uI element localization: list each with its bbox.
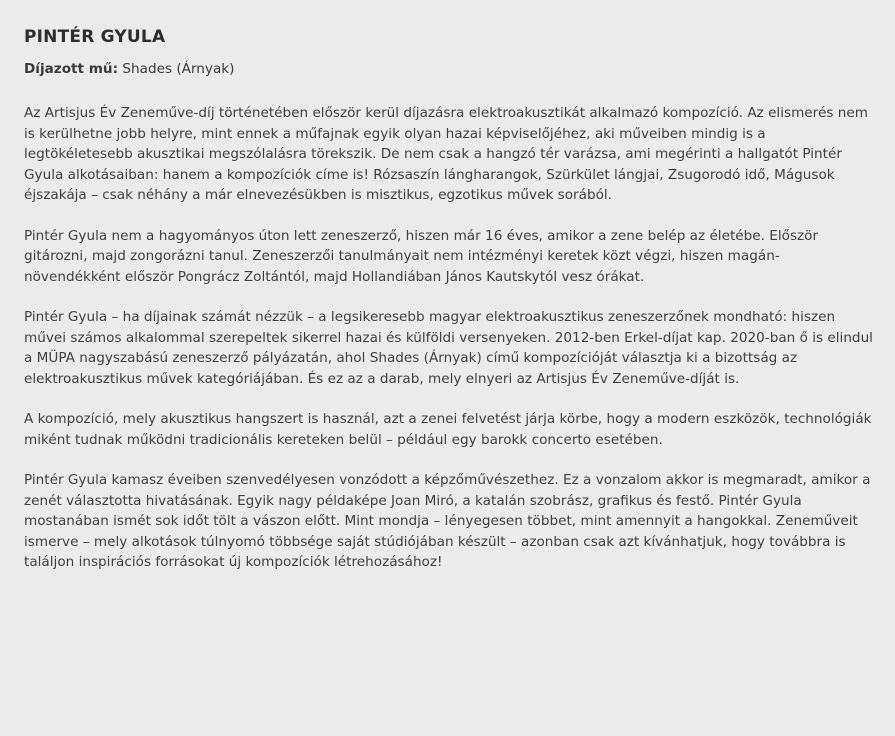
paragraph-5: Pintér Gyula kamasz éveiben szenvedélyesen vonzódott a képzőművészethez. Ez a vonzalom akkor is megmaradt, amikor a zenét választotta hivatásának. Egyik nagy példaképe Joan Miró, a katalán szobrász, grafikus és festő. Pintér Gyula mostanában ismét sok időt tölt a vászon előtt. Mint mondja – lényegesen többet, mint amennyit a hangokkal. Zeneműveit ismerve – mely alkotások túlnyomó többsége saját stúdiójában készült – azonban csak azt kívánhatjuk, hogy továbbra is találjon inspirációs forrásokat új kompozíciók létrehozásához!: [24, 472, 871, 570]
awarded-work-title: Shades (Árnyak): [122, 61, 235, 77]
paragraph-3: Pintér Gyula – ha díjainak számát nézzük – a legsikeresebb magyar elektroakusztikus zeneszerzőnek mondható: hiszen művei számos alkalommal szerepeltek sikerrel hazai és külföldi versenyeken. 2012-ben Erkel-díjat kap. 2020-ban ő is elindul a MÜPA nagyszabású zeneszerző pályázatán, ahol Shades (Árnyak) című kompozícióját választja ki a bizottság az elektroakusztikus művek kategóriájában. És ez az a darab, mely elnyeri az Artisjus Év Zeneműve-díját is.: [24, 309, 873, 387]
composer-name: PINTÉR GYULA: [24, 27, 166, 47]
article: [24, 0, 876, 573]
awarded-work-label: Díjazott mű:: [24, 61, 119, 77]
awarded-work: [24, 60, 876, 78]
paragraph-4: A kompozíció, mely akusztikus hangszert is használ, azt a zenei felvetést járja körbe, hogy a modern eszközök, technológiák miként tudnak működni tradicionális kereteken belül – például egy barokk concerto esetében.: [24, 411, 872, 448]
paragraph-2: Pintér Gyula nem a hagyományos úton lett zeneszerző, hiszen már 16 éves, amikor a zene belép az életébe. Először gitározni, majd zongorázni tanul. Zeneszerzői tanulmányait nem intézményi keretek közt végzi, hiszen magán-növendékként először Pongrácz Zoltántól, majd Hollandiában János Kautskytól vesz órákat.: [24, 227, 819, 285]
paragraph-1: Az Artisjus Év Zeneműve-díj történetében először kerül díjazásra elektroakusztikát alkalmazó kompozíció. Az elismerés nem is kerülhetne jobb helyre, mint ennek a műfajnak egyik olyan hazai képviselőjéhez, aki műveiben mindig is a legtökéletesebb akusztikai megszólalásra törekszik. De nem csak a hangzó tér varázsa, ami megérinti a hallgatót Pintér Gyula alkotásaiban: hanem a kompozíciók címe is! Rózsaszín lángharangok, Szürkület lángjai, Zsugorodó idő, Mágusok éjszakája – csak néhány a már elnevezésükben is misztikus, egzotikus művek sorából.: [24, 105, 868, 203]
